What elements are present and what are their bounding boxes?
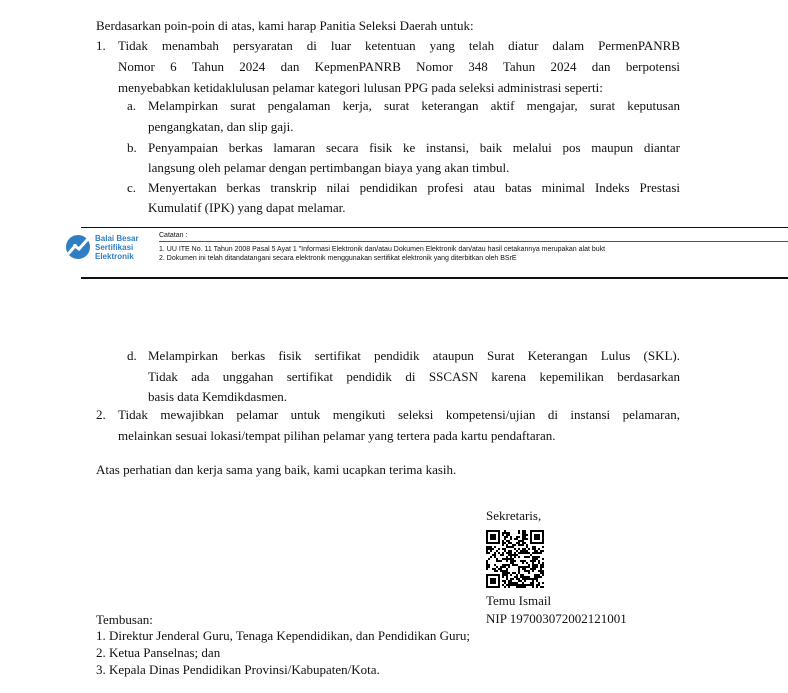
sub-a-line-2: pengangkatan, dan slip gaji. bbox=[148, 119, 294, 134]
sub-d-line-3: basis data Kemdikdasmen. bbox=[148, 389, 287, 404]
tembusan-item-2: 2. Ketua Panselnas; dan bbox=[96, 645, 221, 660]
sub-b-line-2: langsung oleh pelamar dengan pertimbangan biaya yang akan timbul. bbox=[148, 160, 510, 175]
footer-note-1: 1. UU ITE No. 11 Tahun 2008 Pasal 5 Ayat 1 "Informasi Elektronik dan/atau Dokumen Elektronik dan/atau hasil cetakannya merupakan alat bukt bbox=[159, 246, 606, 253]
sub-b-letter: b. bbox=[127, 140, 137, 155]
item-2-line-1: Tidak mewajibkan pelamar untuk mengikuti seleksi kompetensi/ujian di instansi pelamaran, bbox=[118, 407, 680, 422]
sub-c-line-2: Kumulatif (IPK) yang dapat melamar. bbox=[148, 200, 346, 215]
item-1-line-3: menyebabkan ketidaklulusan pelamar kategori lulusan PPG pada seleksi administrasi seperti: bbox=[118, 80, 603, 95]
bsre-logo-line-2: Sertifikasi bbox=[95, 243, 134, 252]
qr-code-icon bbox=[486, 530, 544, 588]
footer-catatan-label: Catatan : bbox=[159, 232, 188, 239]
item-2-number: 2. bbox=[96, 407, 106, 422]
signatory-name: Temu Ismail bbox=[486, 593, 552, 608]
tembusan-item-1: 1. Direktur Jenderal Guru, Tenaga Kependidikan, dan Pendidikan Guru; bbox=[96, 628, 470, 643]
bsre-logo-line-1: Balai Besar bbox=[95, 234, 139, 243]
signature-title: Sekretaris, bbox=[486, 508, 542, 523]
bsre-logo-line-3: Elektronik bbox=[95, 252, 134, 261]
sub-d-line-1: Melampirkan berkas fisik sertifikat pendidik ataupun Surat Keterangan Lulus (SKL). bbox=[148, 348, 680, 363]
tembusan-label: Tembusan: bbox=[96, 612, 153, 627]
footer-note-divider bbox=[159, 241, 788, 242]
footer-divider bbox=[81, 227, 788, 228]
sub-c-letter: c. bbox=[127, 180, 137, 195]
sub-a-line-1: Melampirkan surat pengalaman kerja, surat keterangan aktif mengajar, surat keputusan bbox=[148, 98, 680, 113]
page-break-divider bbox=[81, 277, 788, 279]
sub-d-line-2: Tidak ada unggahan sertifikat pendidik di SSCASN karena kepemilikan berdasarkan bbox=[148, 369, 680, 384]
sub-b-line-1: Penyampaian berkas lamaran secara fisik ke instansi, baik melalui pos maupun diantar bbox=[148, 140, 680, 155]
intro-text: Berdasarkan poin-poin di atas, kami harap Panitia Seleksi Daerah untuk: bbox=[96, 18, 474, 33]
footer-note-2: 2. Dokumen ini telah ditandatangani secara elektronik menggunakan sertifikat elektronik yang diterbitkan oleh BSrE bbox=[159, 255, 517, 262]
item-1-number: 1. bbox=[96, 38, 106, 53]
tembusan-item-3: 3. Kepala Dinas Pendidikan Provinsi/Kabupaten/Kota. bbox=[96, 662, 380, 677]
signatory-nip: NIP 197003072002121001 bbox=[486, 611, 627, 626]
sub-a-letter: a. bbox=[127, 98, 137, 113]
item-1-line-2: Nomor 6 Tahun 2024 dan KepmenPANRB Nomor 348 Tahun 2024 dan berpotensi bbox=[118, 59, 680, 74]
sub-c-line-1: Menyertakan berkas transkrip nilai pendidikan profesi atau batas minimal Indeks Prestasi bbox=[148, 180, 680, 195]
sub-d-letter: d. bbox=[127, 348, 137, 363]
bsre-logo-icon bbox=[63, 232, 93, 262]
item-1-line-1: Tidak menambah persyaratan di luar ketentuan yang telah diatur dalam PermenPANRB bbox=[118, 38, 680, 53]
item-2-line-2: melainkan sesuai lokasi/tempat pilihan pelamar yang tertera pada kartu pendaftaran. bbox=[118, 428, 556, 443]
closing-text: Atas perhatian dan kerja sama yang baik, kami ucapkan terima kasih. bbox=[96, 462, 457, 477]
